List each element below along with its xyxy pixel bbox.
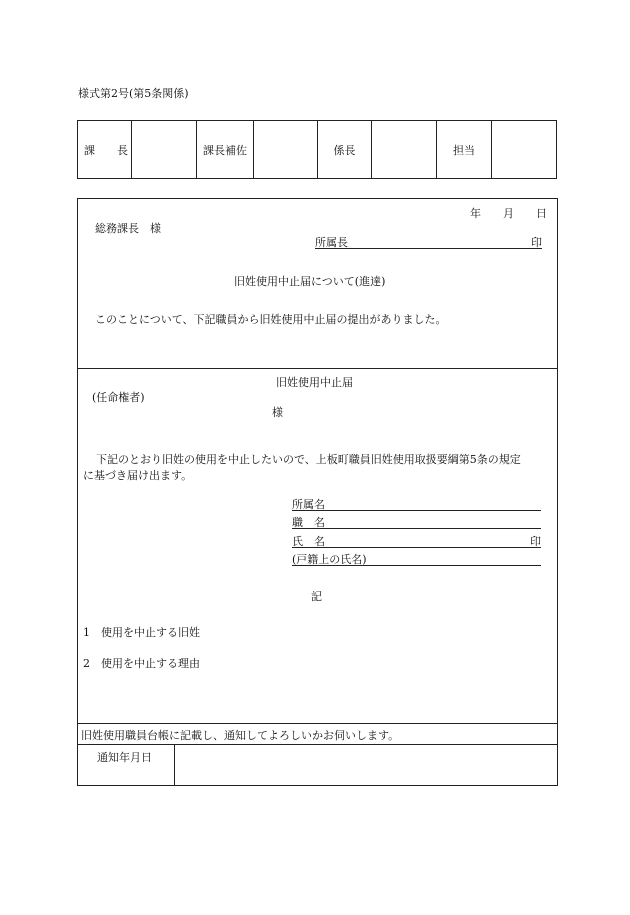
notice-date-label: 通知年月日 (97, 751, 152, 764)
footer-request: 旧姓使用職員台帳に記載し、通知してよろしいかお伺いします。 (81, 729, 400, 742)
kacho-hosa-label: 課長補佐 (203, 143, 247, 157)
approval-cell-tanto-label (437, 121, 492, 178)
approval-cell-kakaricho-stamp[interactable] (372, 121, 437, 178)
affiliation-name-field[interactable] (292, 496, 541, 511)
affiliation-name-label: 所属名 (292, 498, 325, 511)
notice-ki: 記 (311, 590, 322, 603)
notice-appointer: (任命権者) (92, 391, 145, 404)
position-label: 職 名 (292, 516, 325, 529)
position-field[interactable] (292, 514, 541, 529)
tanto-label: 担当 (453, 143, 475, 157)
approval-cell-kacho-label (78, 121, 132, 178)
notice-date-field[interactable] (175, 745, 557, 785)
approval-cell-kacho-stamp[interactable] (132, 121, 197, 178)
registered-name-label: (戸籍上の氏名) (292, 553, 367, 566)
section-divider-2 (78, 723, 557, 724)
approval-cell-kakaricho-label (318, 121, 372, 178)
affiliation-head-seal: 印 (531, 236, 542, 249)
report-addressee: 総務課長 様 (95, 222, 161, 235)
report-date: 年 月 日 (470, 207, 547, 220)
notice-item-1: 1 使用を中止する旧姓 (83, 626, 200, 639)
approval-table (77, 120, 557, 179)
affiliation-head-label: 所属長 (315, 236, 348, 249)
notice-item-2: 2 使用を中止する理由 (83, 657, 200, 670)
report-body: このことについて、下記職員から旧姓使用中止届の提出がありました。 (95, 313, 447, 326)
notice-title: 旧姓使用中止届 (276, 376, 353, 389)
registered-name-field[interactable] (292, 551, 541, 566)
section-divider-1 (78, 368, 557, 369)
name-field[interactable] (292, 533, 541, 548)
name-label: 氏 名 (292, 535, 325, 548)
name-seal: 印 (530, 535, 541, 548)
notice-body-line2: に基づき届け出ます。 (83, 469, 193, 482)
kakaricho-label: 係長 (333, 143, 356, 157)
approval-cell-tanto-stamp[interactable] (492, 121, 556, 178)
approval-cell-kacho-hosa-stamp[interactable] (254, 121, 318, 178)
affiliation-head-field[interactable] (315, 234, 542, 249)
form-title: 様式第2号(第5条関係) (78, 87, 189, 100)
approval-cell-kacho-hosa-label (197, 121, 254, 178)
kacho-label: 課 長 (84, 143, 128, 157)
notice-body-line1: 下記のとおり旧姓の使用を中止したいので、上板町職員旧姓使用取扱要綱第5条の規定 (96, 453, 521, 466)
main-form-box (77, 198, 558, 786)
notice-sama: 様 (272, 406, 283, 419)
report-title: 旧姓使用中止届について(進達) (234, 275, 386, 288)
